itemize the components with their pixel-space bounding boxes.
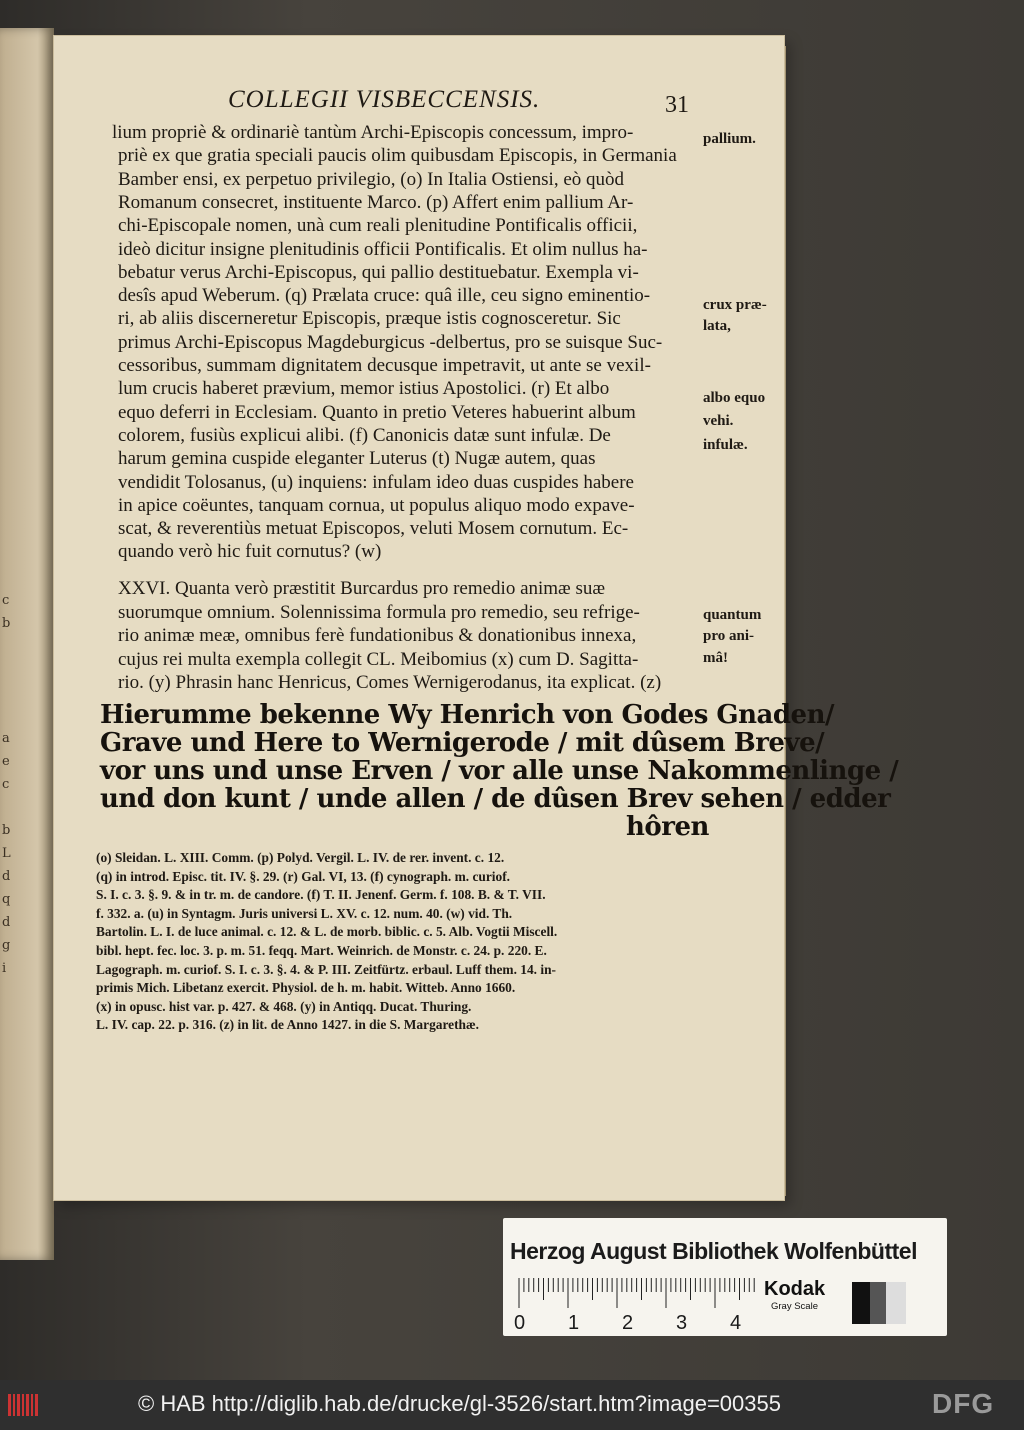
margin-note: mâ! — [703, 650, 728, 666]
ruler-digit: 2 — [622, 1312, 634, 1334]
prev-page-char: q — [2, 892, 11, 907]
footnote-line: bibl. hept. fec. loc. 3. p. m. 51. feqq. Mart. Weinrich. de Monstr. c. 24. p. 220. E. — [96, 943, 547, 958]
body-line: Romanum consecret, instituente Marco. (p) Affert enim pallium Ar- — [118, 191, 634, 213]
prev-page-char: e — [2, 754, 10, 769]
footnote-line: Lagograph. m. curiof. S. I. c. 3. §. 4. & P. III. Zeitfürtz. erbaul. Luff them. 14. in- — [96, 961, 556, 977]
body-line: ideò dicitur insigne plenitudinis officii Pontificalis. Et olim nullus ha- — [118, 238, 648, 260]
ruler-digit: 1 — [568, 1312, 580, 1334]
margin-note: vehi. — [703, 413, 734, 429]
prev-page-char: i — [2, 961, 7, 976]
section-line: suorumque omnium. Solennissima formula pro remedio, seu refrige- — [118, 601, 640, 623]
body-line: scat, & reverentiùs metuat Episcopos, veluti Mosem cornutum. Ec- — [118, 518, 629, 540]
body-line: ri, ab aliis discerneretur Episcopis, præque istis cognosceretur. Sic — [118, 308, 621, 330]
body-line: Bamber ensi, ex perpetuo privilegio, (o) In Italia Ostiensi, eò quòd — [118, 168, 625, 190]
previous-page-edge — [0, 28, 54, 1260]
prev-page-char: c — [2, 593, 10, 608]
ruler-digit: 3 — [676, 1312, 688, 1334]
margin-note: pallium. — [703, 131, 756, 147]
footnote-line: S. I. c. 3. §. 9. & in tr. m. de candore. (f) T. II. Jenenf. Germ. f. 108. B. & T. VII. — [96, 887, 546, 903]
fraktur-line: hôren — [626, 812, 709, 842]
prev-page-char: a — [2, 731, 10, 746]
body-line: desîs apud Weberum. (q) Prælata cruce: quâ ille, ceu signo eminentio- — [118, 285, 651, 307]
body-line: quando verò hic fuit cornutus? (w) — [118, 541, 382, 563]
footnote-line: f. 332. a. (u) in Syntagm. Juris universi L. XV. c. 12. num. 40. (w) vid. Th. — [96, 905, 513, 921]
gray-scale-label: Gray Scale — [771, 1301, 818, 1312]
body-line: primus Archi-Episcopus Magdeburgicus -delbertus, pro se suisque Suc- — [118, 331, 663, 353]
section-line: cujus rei multa exempla collegit CL. Meibomius (x) cum D. Sagitta- — [118, 648, 639, 670]
fraktur-line: vor uns und unse Erven / vor alle unse Nakommenlinge / — [100, 756, 899, 786]
prev-page-char: b — [2, 616, 11, 631]
ruler-digit: 4 — [730, 1312, 742, 1334]
body-line: lium propriè & ordinariè tantùm Archi-Episcopis concessum, impro- — [112, 122, 634, 143]
running-header: COLLEGII VISBECCENSIS. — [228, 86, 541, 113]
footnote-line: primis Mich. Libetanz exercit. Physiol. de h. m. habit. Witteb. Anno 1660. — [96, 980, 516, 996]
margin-note: albo equo — [703, 390, 766, 406]
prev-page-char: d — [2, 915, 11, 930]
body-line: colorem, fusiùs explicui alibi. (f) Canonicis datæ sunt infulæ. De — [118, 424, 611, 446]
barcode-icon — [8, 1392, 38, 1418]
page-number: 31 — [665, 92, 689, 118]
gray-swatch-light — [886, 1282, 906, 1324]
dfg-logo: DFG — [932, 1388, 995, 1419]
footnote-line: Bartolin. L. I. de luce animal. c. 12. & L. de morb. biblic. c. 5. Alb. Vogtii Miscell. — [96, 924, 558, 940]
gray-swatch-dark — [870, 1282, 886, 1324]
library-name: Herzog August Bibliothek Wolfenbüttel — [510, 1238, 917, 1264]
margin-note: crux præ- — [703, 297, 767, 313]
prev-page-char: g — [2, 938, 11, 953]
gray-swatch-black — [852, 1282, 870, 1324]
kodak-logo: Kodak — [764, 1278, 826, 1300]
margin-note: lata, — [703, 318, 731, 334]
prev-page-char: d — [2, 869, 11, 884]
body-line: in apice coëuntes, tanquam cornua, ut populus aliquo modo expave- — [118, 494, 635, 516]
body-line: lum crucis haberet prævium, memor istius Apostolici. (r) Et albo — [118, 378, 610, 400]
margin-note: quantum — [703, 607, 762, 623]
prev-page-char: c — [2, 777, 10, 792]
body-line: priè ex que gratia speciali paucis olim quibusdam Episcopis, in Germania — [118, 145, 677, 167]
ruler-digit: 0 — [514, 1312, 526, 1334]
prev-page-char: b — [2, 823, 11, 838]
margin-note: infulæ. — [703, 437, 748, 453]
prev-page-char: L — [2, 846, 11, 861]
footnote-line: (o) Sleidan. L. XIII. Comm. (p) Polyd. Vergil. L. IV. de rer. invent. c. 12. — [96, 850, 505, 865]
fraktur-line: Hierumme bekenne Wy Henrich von Godes Gnaden/ — [100, 700, 834, 730]
section-line: XXVI. Quanta verò præstitit Burcardus pro remedio animæ suæ — [118, 578, 606, 599]
ruler-scale — [515, 1276, 755, 1310]
section-line: rio animæ meæ, omnibus ferè fundationibus & donationibus innexa, — [118, 625, 637, 646]
footnote-line: (q) in introd. Episc. tit. IV. §. 29. (r) Gal. VI, 13. (f) cynograph. m. curiof. — [96, 868, 510, 884]
body-line: cessoribus, summam dignitatem decusque impetravit, ut ante se vexil- — [118, 355, 651, 376]
fraktur-line: Grave und Here to Wernigerode / mit dûsem Breve/ — [100, 728, 825, 758]
section-line: rio. (y) Phrasin hanc Henricus, Comes Wernigerodanus, ita explicat. (z) — [118, 672, 662, 693]
margin-note: pro ani- — [703, 628, 754, 644]
body-line: harum gemina cuspide eleganter Luterus (t) Nugæ autem, quas — [118, 448, 596, 470]
footnote-line: L. IV. cap. 22. p. 316. (z) in lit. de Anno 1427. in die S. Margarethæ. — [96, 1017, 480, 1033]
body-line: chi-Episcopale nomen, unà cum reali plenitudine Pontificalis officii, — [118, 215, 638, 237]
body-line: equo deferri in Ecclesiam. Quanto in pretio Veteres habuerint album — [118, 401, 636, 423]
fraktur-line: und don kunt / unde allen / de dûsen Brev sehen / edder — [100, 784, 891, 814]
body-line: vendidit Tolosanus, (u) inquiens: infulam ideo duas cuspides habere — [118, 471, 634, 493]
footnote-line: (x) in opusc. hist var. p. 427. & 468. (y) in Antiqq. Ducat. Thuring. — [96, 998, 472, 1014]
copyright-link[interactable]: © HAB http://diglib.hab.de/drucke/gl-3526/start.htm?image=00355 — [138, 1391, 781, 1416]
body-line: bebatur verus Archi-Episcopus, qui pallio destituebatur. Exempla vi- — [118, 261, 639, 283]
